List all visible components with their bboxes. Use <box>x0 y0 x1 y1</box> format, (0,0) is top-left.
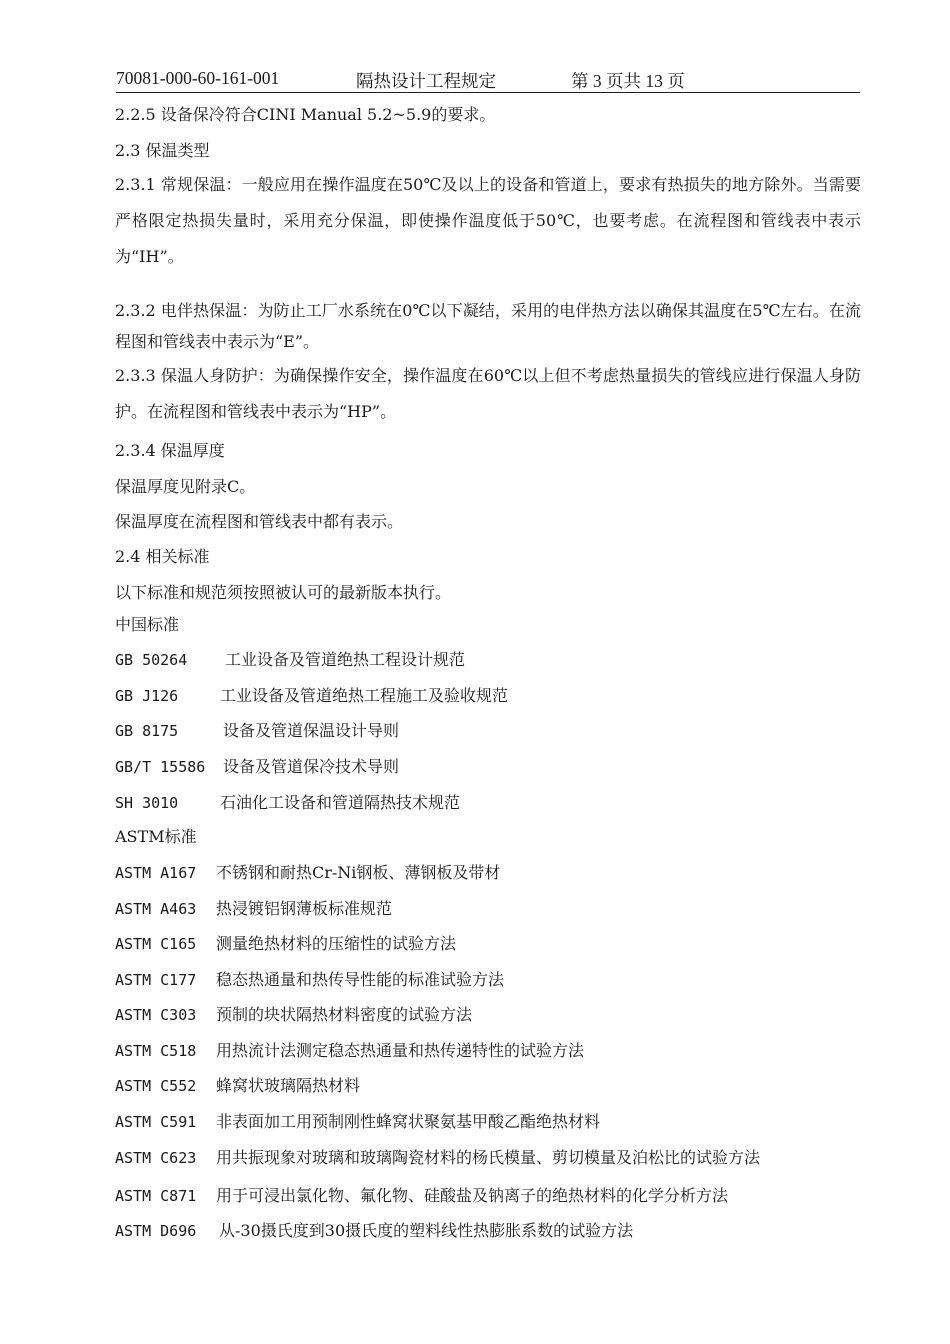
list-item <box>115 756 399 778</box>
page-header <box>116 66 860 93</box>
standard-code: GB J126 <box>115 687 179 705</box>
standard-title: 不锈钢和耐热Cr-Ni钢板、薄钢板及带材 <box>216 863 501 882</box>
page-number: 第 3 页共 13 页 <box>571 71 685 91</box>
standard-code: ASTM C871 <box>115 1187 197 1205</box>
standard-code: ASTM C177 <box>115 971 197 989</box>
list-item <box>115 792 460 814</box>
standard-code: ASTM D696 <box>115 1222 197 1240</box>
list-item <box>115 685 508 707</box>
section-2-4-heading: 2.4 相关标准 <box>115 547 210 566</box>
section-2-3-heading: 2.3 保温类型 <box>115 141 210 160</box>
standard-title: 用热流计法测定稳态热通量和热传递特性的试验方法 <box>216 1041 585 1060</box>
section-2-3-4-heading: 2.3.4 保温厚度 <box>115 441 225 460</box>
standard-code: ASTM C552 <box>115 1077 197 1095</box>
list-item <box>115 1004 472 1026</box>
section-2-3-3: 2.3.3 保温人身防护：为确保操作安全，操作温度在60℃以上但不考虑热量损失的管线应进行保温人身防护。在流程图和管线表中表示为“HP”。 <box>115 366 861 421</box>
standard-code: ASTM C303 <box>115 1006 197 1024</box>
list-item <box>115 649 465 671</box>
standard-code: ASTM C518 <box>115 1042 197 1060</box>
standard-title: 测量绝热材料的压缩性的试验方法 <box>216 934 457 953</box>
list-item <box>115 862 500 884</box>
standard-code: GB 50264 <box>115 651 188 669</box>
standard-title: 非表面加工用预制刚性蜂窝状聚氨基甲酸乙酯绝热材料 <box>216 1112 601 1131</box>
section-2-2-5: 2.2.5 设备保冷符合CINI Manual 5.2~5.9的要求。 <box>115 105 496 124</box>
standard-code: GB 8175 <box>115 722 179 740</box>
standards-intro: 以下标准和规范须按照被认可的最新版本执行。 <box>115 583 452 602</box>
list-item <box>115 1185 728 1207</box>
standard-title: 石油化工设备和管道隔热技术规范 <box>220 793 461 812</box>
standard-title: 蜂窝状玻璃隔热材料 <box>216 1076 361 1095</box>
standard-title: 用共振现象对玻璃和玻璃陶瓷材料的杨氏模量、剪切模量及泊松比的试验方法 <box>216 1148 761 1167</box>
standard-code: ASTM C623 <box>115 1149 197 1167</box>
astm-standards-heading: ASTM标准 <box>115 827 197 846</box>
standard-title: 热浸镀铝钢薄板标准规范 <box>216 899 393 918</box>
list-item <box>115 898 392 920</box>
list-item <box>115 1040 584 1062</box>
standard-title: 稳态热通量和热传导性能的标准试验方法 <box>216 970 505 989</box>
standard-code: GB/T 15586 <box>115 758 206 776</box>
standard-code: ASTM A463 <box>115 900 197 918</box>
section-2-3-1: 2.3.1 常规保温：一般应用在操作温度在50℃及以上的设备和管道上，要求有热损失的地方除外。当需要严格限定热损失量时，采用充分保温，即使操作温度低于50℃，也要考虑。在流程图和管线表中表示为“IH”。 <box>115 175 861 266</box>
standard-code: ASTM C165 <box>115 935 197 953</box>
standard-title: 设备及管道保冷技术导则 <box>223 757 400 776</box>
list-item <box>115 1111 600 1133</box>
list-item <box>115 933 456 955</box>
standard-code: SH 3010 <box>115 794 179 812</box>
thickness-note-2: 保温厚度在流程图和管线表中都有表示。 <box>115 512 404 531</box>
standard-title: 预制的块状隔热材料密度的试验方法 <box>216 1005 473 1024</box>
list-item <box>115 1220 633 1242</box>
doc-number: 70081-000-60-161-001 <box>116 68 280 88</box>
list-item <box>115 720 399 742</box>
standard-title: 工业设备及管道绝热工程设计规范 <box>225 650 466 669</box>
section-2-3-2: 2.3.2 电伴热保温：为防止工厂水系统在0℃以下凝结，采用的电伴热方法以确保其温度在5℃左右。在流程图和管线表中表示为“E”。 <box>115 301 861 351</box>
standard-title: 工业设备及管道绝热工程施工及验收规范 <box>220 686 509 705</box>
standard-title: 设备及管道保温设计导则 <box>223 721 400 740</box>
doc-title: 隔热设计工程规定 <box>356 71 496 91</box>
thickness-note-1: 保温厚度见附录C。 <box>115 477 256 496</box>
list-item <box>115 969 504 991</box>
standard-code: ASTM C591 <box>115 1113 197 1131</box>
list-item <box>115 1075 360 1097</box>
standard-title: 从-30摄氏度到30摄氏度的塑料线性热膨胀系数的试验方法 <box>219 1221 634 1240</box>
standard-code: ASTM A167 <box>115 864 197 882</box>
list-item <box>115 1147 760 1169</box>
standard-title: 用于可浸出氯化物、氟化物、硅酸盐及钠离子的绝热材料的化学分析方法 <box>216 1186 729 1205</box>
chinese-standards-heading: 中国标准 <box>115 615 180 634</box>
